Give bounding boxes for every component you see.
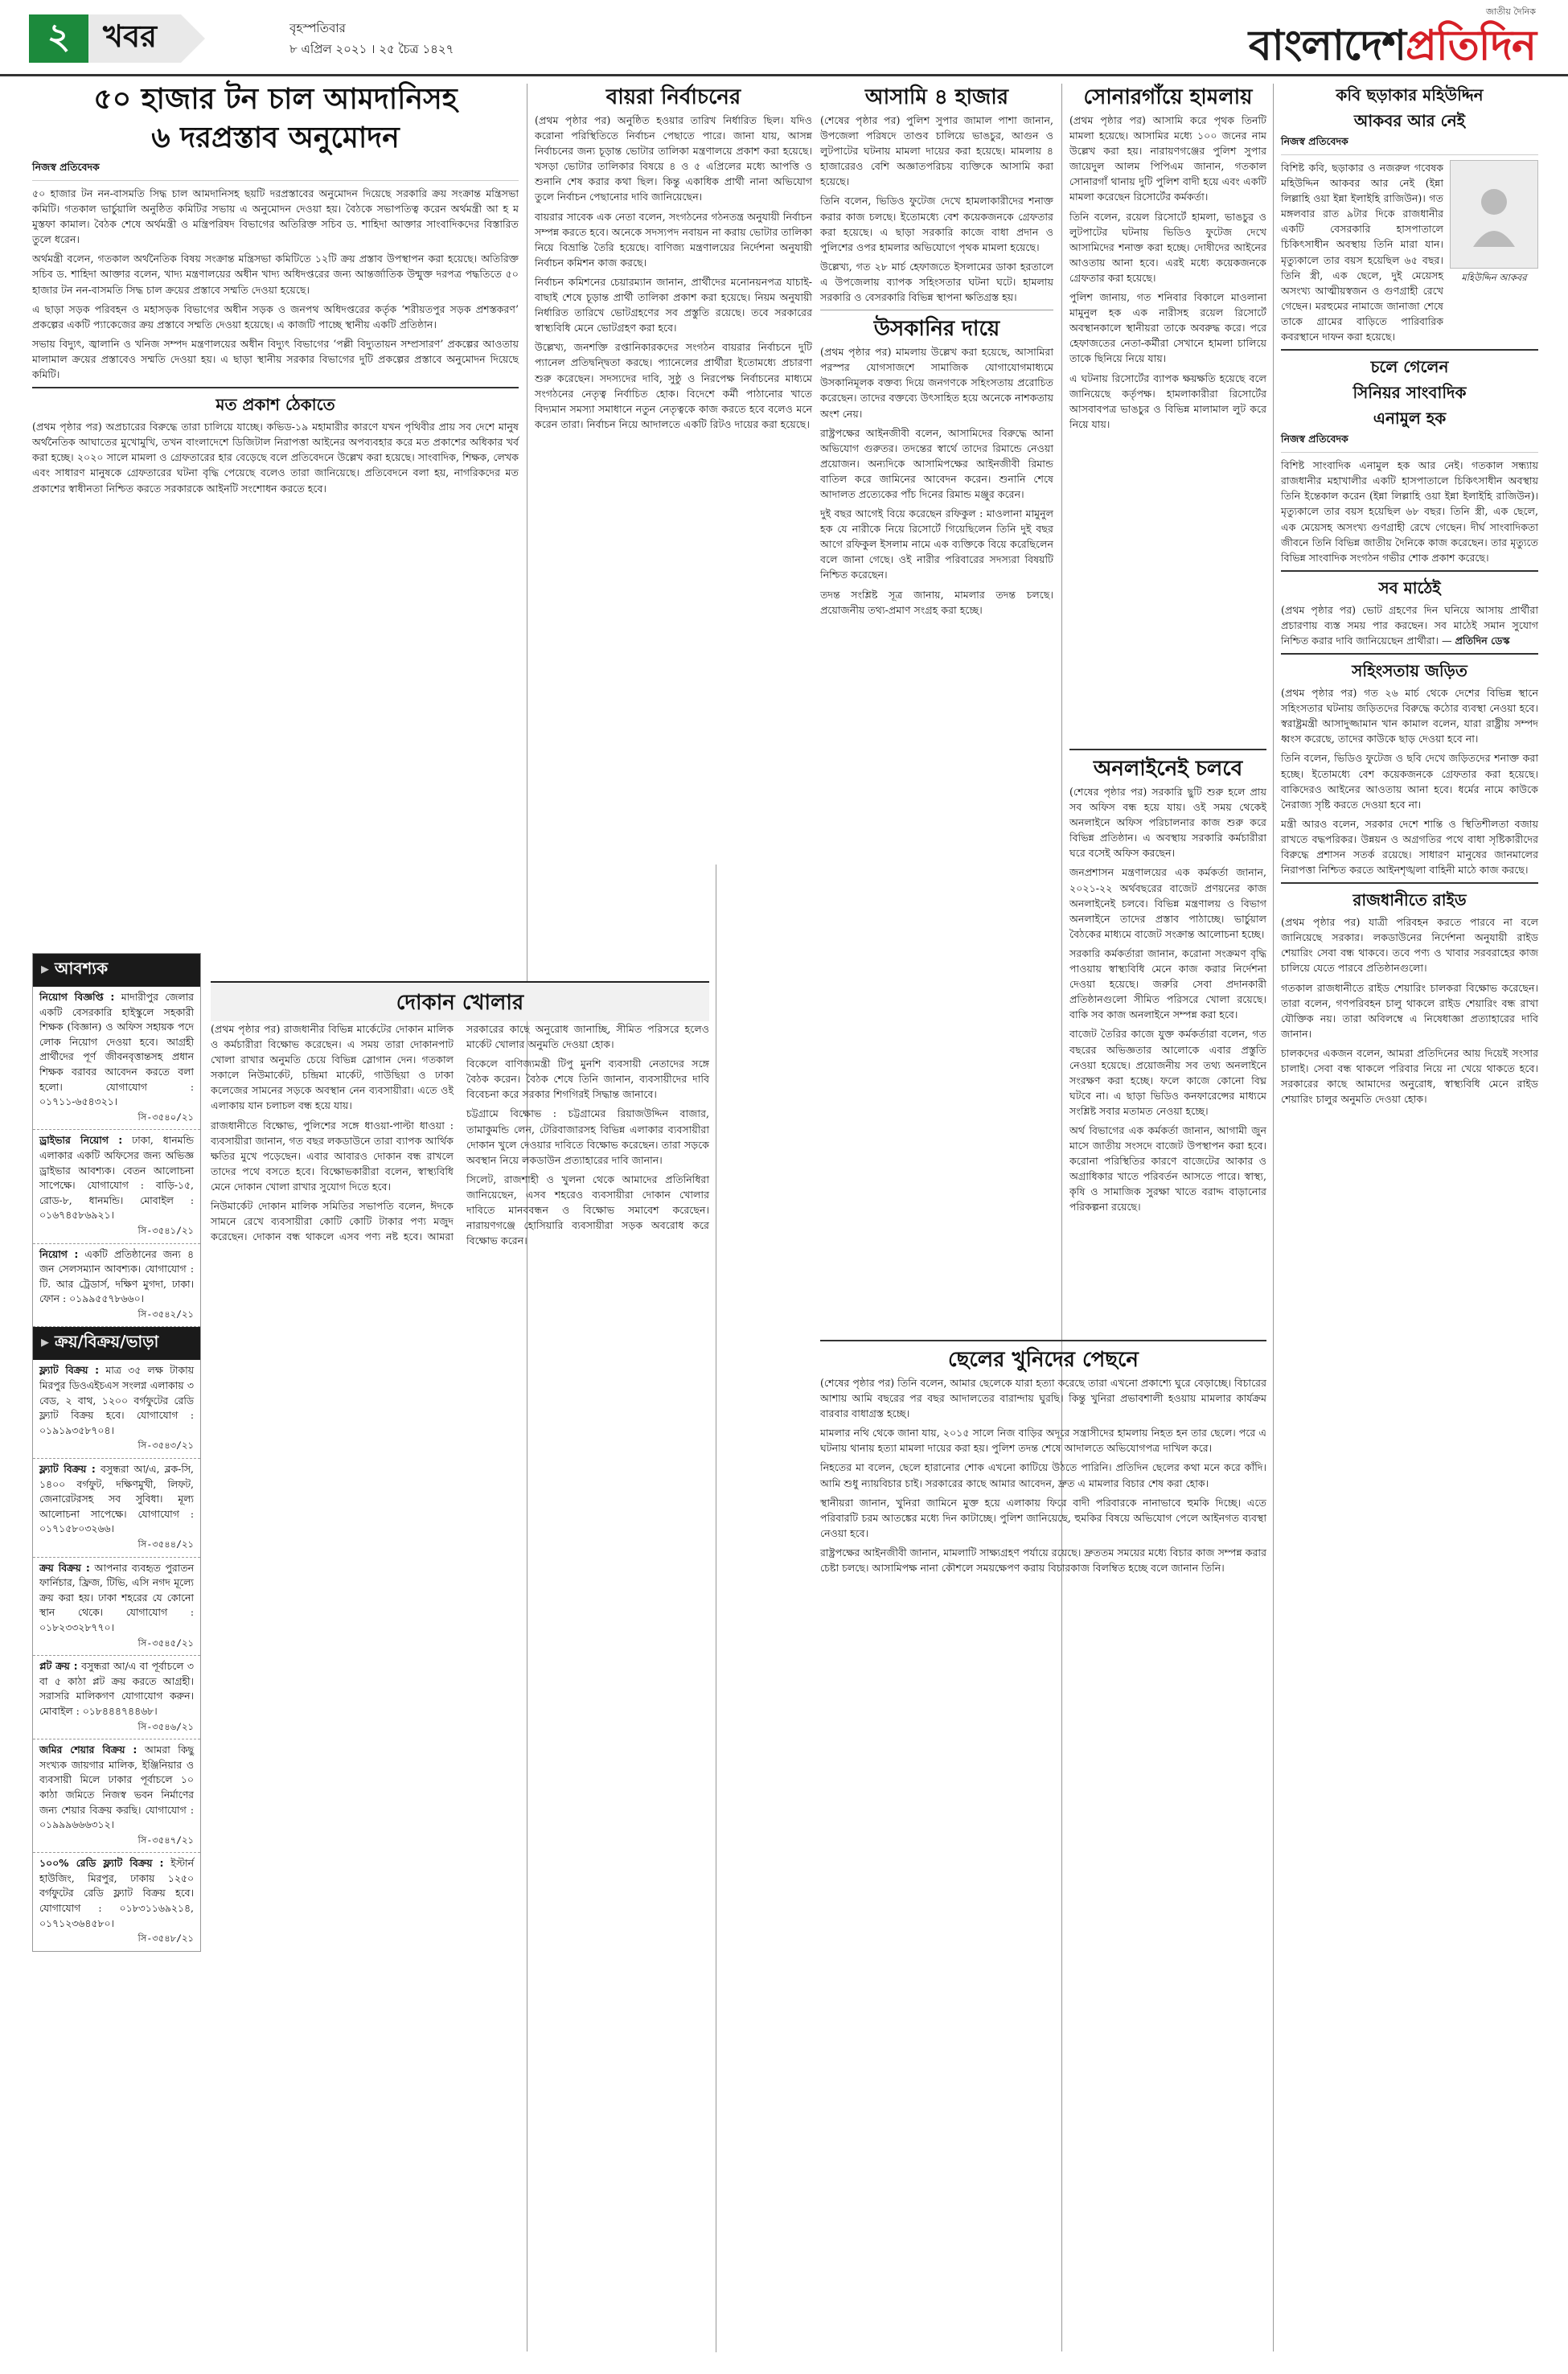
story-body bbox=[820, 1375, 1266, 1575]
story-subheadline[interactable]: উসকানির দায়ে bbox=[873, 317, 1000, 342]
paragraph: (প্রথম পৃষ্ঠার পর) আসামি করে পৃথক তিনটি মামলা হয়েছে। আসামির মধ্যে ১০০ জনের নাম উল্লেখ করা হয়। নারায়ণগঞ্জের পুলিশ সুপার জায়েদুল আলম পিপিএম জানান, গতকাল সোনারগাঁ থানায় দুটি পুলিশ বাদী হয়ে এবং একটি মামলা করেছেন রিসোর্টের কর্মকর্তা। bbox=[1069, 114, 1266, 203]
story-body bbox=[1281, 914, 1538, 1107]
story-body bbox=[820, 344, 1053, 618]
paragraph: রাষ্ট্রপক্ষের আইনজীবী বলেন, আসামিদের বিরুদ্ধে আনা অভিযোগ গুরুতর। তদন্তের স্বার্থে তাদের রিমান্ডে নেওয়া প্রয়োজন। অন্যদিকে আসামিপক্ষের আইনজীবী রিমান্ড বাতিল করে জামিনের আবেদন করেন। শুনানি শেষে আদালত প্রত্যেকের পাঁচ দিনের রিমান্ড মঞ্জুর করেন। bbox=[820, 426, 1053, 500]
classifieds-heading-sale: ▸ ক্রয়/বিক্রয়/ভাড়া bbox=[33, 1327, 200, 1360]
classified-ad[interactable]: ড্রাইভার নিয়োগ : ঢাকা, ধানমন্ডি এলাকার একটি অফিসের জন্য অভিজ্ঞ ড্রাইভার আবশ্যক। বেতন আলোচনা সাপেক্ষে। যোগাযোগ : বাড়ি-১৫, রোড-৮, ধানমন্ডি। মোবাইল : ০১৬৭৪৫৮৬৯২১। সি-৩৫৪১/২১ bbox=[33, 1130, 200, 1243]
paragraph: অর্থ বিভাগের এক কর্মকর্তা জানান, আগামী জুন মাসে জাতীয় সংসদে বাজেট উপস্থাপন করা হবে। করোনা পরিস্থিতির কারণে বাজেটের আকার ও অগ্রাধিকার খাতে পরিবর্তন আসতে পারে। স্বাস্থ্য, কৃষি ও সামাজিক সুরক্ষা খাতে বরাদ্দ বাড়ানোর পরিকল্পনা রয়েছে। bbox=[1069, 1123, 1266, 1214]
divider bbox=[1281, 882, 1538, 884]
story-body bbox=[1069, 113, 1266, 432]
paragraph: সরকারি কর্মকর্তারা জানান, করোনা সংক্রমণ বৃদ্ধি পাওয়ায় স্বাস্থ্যবিধি মেনে কাজ করার নির্দেশনা দেওয়া হয়েছে। জরুরি সেবা প্রদানকারী প্রতিষ্ঠানগুলো সীমিত পরিসরে খোলা রয়েছে। বাকি সব কাজ অনলাইনে সম্পন্ন করা হবে। bbox=[1069, 947, 1266, 1021]
divider bbox=[1281, 349, 1538, 351]
paragraph: নিউমার্কেট দোকান মালিক সমিতির সভাপতি বলেন, ঈদকে সামনে রেখে ব্যবসায়ীরা কোটি কোটি টাকার পণ্য মজুদ করেছেন। দোকান বন্ধ থাকলে এসব পণ্য নষ্ট হবে। আমরা সরকারের কাছে অনুরোধ জানাচ্ছি, সীমিত পরিসরে হলেও মার্কেট খোলার অনুমতি দেওয়া হোক। bbox=[211, 1023, 709, 1243]
classified-ad[interactable]: ফ্ল্যাট বিক্রয় : বসুন্ধরা আ/এ, ব্লক-সি, ১৪০০ বর্গফুট, দক্ষিণমুখী, লিফট, জেনারেটরসহ সব সুবিধা। মূল্য আলোচনা সাপেক্ষে। যোগাযোগ : ০১৭১৫৮০৩২৬৬। সি-৩৫৪৪/২১ bbox=[33, 1459, 200, 1558]
lead-story bbox=[32, 80, 519, 500]
story-headline[interactable]: সব মাঠেই bbox=[1378, 577, 1441, 598]
date-label: ৮ এপ্রিল ২০২১ । ২৫ চৈত্র ১৪২৭ bbox=[289, 42, 454, 56]
paragraph: (প্রথম পৃষ্ঠার পর) অপ্রচারের বিরুদ্ধে তারা চালিয়ে যাচ্ছে। কভিড-১৯ মহামারীর কারণে যখন পৃথিবীর প্রায় সব দেশে মানুষ অর্থনৈতিক আঘাতের মুখোমুখি, তখন বাংলাদেশে ডিজিটাল নিরাপত্তা আইনের অপব্যবহার করে মত প্রকাশের অধিকার খর্ব করা হচ্ছে। ২০২০ সালে মামলা ও গ্রেফতারের হার বেড়েছে বলে প্রতিবেদনে উল্লেখ করা হয়েছে। সাংবাদিক, শিক্ষক, লেখক এবং সাধারণ মানুষকে গ্রেফতারের ঘটনা বৃদ্ধি পেয়েছে বলেও তারা জানিয়েছে। প্রতিবেদনে বলা হয়, নাগরিকদের মত প্রকাশের স্বাধীনতা নিশ্চিত করতে সরকারকে আইনটি সংশোধন করতে হবে। bbox=[32, 421, 519, 495]
dateline bbox=[289, 18, 454, 60]
story-headline[interactable]: চলে গেলেন bbox=[1370, 357, 1449, 377]
story-headline[interactable]: বায়রা নির্বাচনের bbox=[605, 85, 741, 109]
paragraph: নির্বাচন কমিশনের চেয়ারম্যান জানান, প্রার্থীদের মনোনয়নপত্র যাচাই-বাছাই শেষে চূড়ান্ত প্রার্থী তালিকা প্রকাশ করা হয়েছে। নিয়ম অনুযায়ী নির্ধারিত তারিখে ভোটগ্রহণের সব প্রস্তুতি রয়েছে। তবে সরকারের স্বাস্থ্যবিধি মেনে ভোটগ্রহণ করা হবে। bbox=[535, 275, 812, 335]
column-rule bbox=[1273, 84, 1274, 2351]
classified-ad[interactable]: ক্রয় বিক্রয় : আপনার ব্যবহৃত পুরাতন ফার্নিচার, ফ্রিজ, টিভি, এসি নগদ মূল্যে ক্রয় করা হয়। ঢাকা শহরের যে কোনো স্থান থেকে। যোগাযোগ : ০১৮২৩৩২৮৭৭০। সি-৩৫৪৫/২১ bbox=[33, 1558, 200, 1657]
story-headline[interactable]: কবি ছড়াকার মহিউদ্দিন bbox=[1336, 85, 1484, 105]
paragraph: স্থানীয়রা জানান, খুনিরা জামিনে মুক্ত হয়ে এলাকায় ফিরে বাদী পরিবারকে নানাভাবে হুমকি দিচ্ছে। এতে পরিবারটি চরম আতঙ্কের মধ্যে দিন কাটাচ্ছে। পুলিশ জানিয়েছে, হুমকির বিষয়ে অভিযোগ পেলে আইনগত ব্যবস্থা নেওয়া হবে। bbox=[820, 1496, 1266, 1539]
paragraph: (শেষের পৃষ্ঠার পর) সরকারি ছুটি শুরু হলে প্রায় সব অফিস বন্ধ হয়ে যায়। ওই সময় থেকেই অনলাইনে অফিস পরিচালনার কাজ শুরু করে বিভিন্ন প্রতিষ্ঠান। এ অবস্থায় সরকারি কর্মচারীরা ঘরে বসেই অফিস করছেন। bbox=[1069, 786, 1266, 860]
lead-cont-body bbox=[32, 419, 519, 495]
brand-name: বাংলাদেশপ্রতিদিন bbox=[1248, 22, 1536, 70]
paragraph: এ ঘটনায় রিসোর্টের ব্যাপক ক্ষয়ক্ষতি হয়েছে বলে জানিয়েছে কর্তৃপক্ষ। হামলাকারীরা রিসোর্টের আসবাবপত্র ভাঙচুর ও বিভিন্ন মালামাল লুট করে নিয়ে যায়। bbox=[1069, 372, 1266, 430]
story-body bbox=[820, 113, 1053, 305]
paragraph: বায়রার সাবেক এক নেতা বলেন, সংগঠনের গঠনতন্ত্র অনুযায়ী নির্বাচন সম্পন্ন করতে হবে। অনেকে সদস্যপদ নবায়ন না করায় ভোটার তালিকা নিয়ে বিভ্রান্তি তৈরি হয়েছে। বাণিজ্য মন্ত্রণালয়ের নির্দেশনা অনুযায়ী নির্বাচন কমিশন কাজ করছে। bbox=[535, 210, 812, 269]
lead-byline: নিজস্ব প্রতিবেদক bbox=[32, 161, 519, 181]
classified-ad[interactable]: প্লট ক্রয় : বসুন্ধরা আ/এ বা পূর্বাচলে ৩ বা ৫ কাঠা প্লট ক্রয় করতে আগ্রহী। সরাসরি মালিকগণ যোগাযোগ করুন। মোবাইল : ০১৮৪৪৪৭৪৪৬৮। সি-৩৫৪৬/২১ bbox=[33, 1656, 200, 1739]
classifieds-heading-needed: ▸ আবশ্যক bbox=[33, 954, 200, 987]
paragraph: নিহতের মা বলেন, ছেলে হারানোর শোক এখনো কাটিয়ে উঠতে পারিনি। প্রতিদিন ছেলের কথা মনে করে কাঁদি। আমি শুধু ন্যায়বিচার চাই। সরকারের কাছে আমার আবেদন, দ্রুত এ মামলার বিচার শেষ করা হোক। bbox=[820, 1461, 1266, 1489]
story-enamul bbox=[1281, 355, 1538, 565]
story-headline[interactable]: সহিংসতায় জড়িত bbox=[1352, 661, 1467, 681]
paragraph: (শেষের পৃষ্ঠার পর) পুলিশ সুপার জামাল পাশা জানান, উপজেলা পরিষদে তাণ্ডব চালিয়ে ভাঙচুর, আগুন ও লুটপাটের ঘটনায় মামলা দায়ের করা হয়েছে। মামলায় ৪ হাজারেরও বেশি অজ্ঞাতপরিচয় ব্যক্তিকে আসামি করা হয়েছে। bbox=[820, 114, 1053, 188]
photo-caption: মহিউদ্দিন আকবর bbox=[1461, 272, 1527, 283]
paragraph: (প্রথম পৃষ্ঠার পর) রাজধানীর বিভিন্ন মার্কেটের দোকান মালিক ও কর্মচারীরা বিক্ষোভ করেছেন। এ সময় তারা দোকানপাট খোলা রাখার অনুমতি চেয়ে বিভিন্ন স্লোগান দেন। গতকাল সকালে নিউমার্কেট, চন্দ্রিমা মার্কেট, গাউছিয়া ও ঢাকা কলেজের সামনের সড়কে অবস্থান নেন ব্যবসায়ীরা। এতে ওই এলাকায় যান চলাচল বন্ধ হয়ে যায়। bbox=[211, 1023, 454, 1112]
classified-ad[interactable]: ফ্ল্যাট বিক্রয় : মাত্র ৩৫ লক্ষ টাকায় মিরপুর ডিওএইচএস সংলগ্ন এলাকায় ৩ বেড, ২ বাথ, ১২০০ বর্গফুটের রেডি ফ্ল্যাট বিক্রয় হবে। যোগাযোগ : ০১৯১৯৩৫৮৭০৪। সি-৩৫৪৩/২১ bbox=[33, 1360, 200, 1459]
divider bbox=[820, 1340, 1266, 1341]
arrow-icon: ▸ bbox=[41, 959, 55, 978]
lead-body bbox=[32, 186, 519, 382]
paragraph: তিনি বলেন, ভিডিও ফুটেজ ও ছবি দেখে জড়িতদের শনাক্ত করা হচ্ছে। ইতোমধ্যে বেশ কয়েকজনকে গ্রেফতার করা হয়েছে। বাকিদেরও আইনের আওতায় আনা হবে। ধর্মের নামে কাউকে নৈরাজ্য সৃষ্টি করতে দেওয়া হবে না। bbox=[1281, 752, 1538, 811]
story-headline[interactable]: সিনিয়র সাংবাদিক bbox=[1353, 383, 1467, 403]
paragraph: মামলার নথি থেকে জানা যায়, ২০১৫ সালে নিজ বাড়ির অদূরে সন্ত্রাসীদের হামলায় নিহত হন তার ছেলে। পরে এ ঘটনায় থানায় হত্যা মামলা দায়ের করা হয়। পুলিশ তদন্ত শেষে আদালতে অভিযোগপত্র দাখিল করে। bbox=[820, 1427, 1266, 1455]
day-label: বৃহস্পতিবার bbox=[289, 21, 346, 35]
story-chhele bbox=[820, 1335, 1266, 1579]
story-headline[interactable]: এনামুল হক bbox=[1373, 409, 1447, 429]
paragraph: দুই বছর আগেই বিয়ে করেছেন রফিকুল : মাওলানা মামুনুল হক যে নারীকে নিয়ে রিসোর্টে গিয়েছিলেন তিনি দুই বছর আগে রফিকুল ইসলাম নামে এক ব্যক্তিকে বিয়ে করেছিলেন বলে জানা গেছে। ওই নারীর পরিবারের সদস্যরা বিষয়টি নিশ্চিত করেছেন। bbox=[820, 507, 1053, 581]
person-icon bbox=[1470, 183, 1518, 247]
story-headline[interactable]: সোনারগাঁয়ে হামলায় bbox=[1083, 85, 1253, 109]
story-body bbox=[1281, 685, 1538, 877]
paragraph: চালকদের একজন বলেন, আমরা প্রতিদিনের আয় দিয়েই সংসার চালাই। সেবা বন্ধ থাকলে পরিবার নিয়ে না খেয়ে থাকতে হবে। সরকারের কাছে আমাদের অনুরোধ, স্বাস্থ্যবিধি মেনে রাইড শেয়ারিং চালুর অনুমতি দেওয়া হোক। bbox=[1281, 1046, 1538, 1106]
portrait-photo bbox=[1450, 160, 1538, 269]
story-sohing bbox=[1281, 659, 1538, 877]
story-headline[interactable]: রাজধানীতে রাইড bbox=[1353, 890, 1467, 910]
classifieds bbox=[32, 953, 201, 1952]
story-kobi bbox=[1281, 84, 1538, 344]
paragraph: (প্রথম পৃষ্ঠার পর) যাত্রী পরিবহন করতে পারবে না বলে জানিয়েছে সরকার। লকডাউনের নির্দেশনা অনুযায়ী রাইড শেয়ারিং সেবা বন্ধ থাকবে। তবে পণ্য ও খাবার সরবরাহের কাজ চালিয়ে যেতে পারবে প্রতিষ্ঠানগুলো। bbox=[1281, 916, 1538, 975]
classified-ad[interactable]: নিয়োগ : একটি প্রতিষ্ঠানের জন্য ৪ জন সেলসম্যান আবশ্যক। যোগাযোগ : টি. আর ট্রেডার্স, দক্ষিণ মুগদা, ঢাকা। ফোন : ০১৯৯৫৫৭৮৬৬০। সি-৩৫৪২/২১ bbox=[33, 1244, 200, 1328]
story-byline: নিজস্ব প্রতিবেদক bbox=[1281, 433, 1538, 453]
paragraph: বিকেলে বাণিজ্যমন্ত্রী টিপু মুনশি ব্যবসায়ী নেতাদের সঙ্গে বৈঠক করেন। বৈঠক শেষে তিনি জানান, ব্যবসায়ীদের দাবি বিবেচনা করে সরকার শিগগিরই সিদ্ধান্ত জানাবে। bbox=[466, 1058, 709, 1101]
paragraph: অর্থমন্ত্রী বলেন, গতকাল অর্থনৈতিক বিষয় সংক্রান্ত মন্ত্রিসভা কমিটিতে ১২টি ক্রয় প্রস্তাব উপস্থাপন করা হয়েছে। অতিরিক্ত সচিব ড. শাহিদা আক্তার বলেন, খাদ্য মন্ত্রণালয়ের অধীন খাদ্য অধিদপ্তরের জন্য আন্তর্জাতিক উন্মুক্ত দরপত্র পদ্ধতিতে ৫০ হাজার টন নন-বাসমতি সিদ্ধ চাল ক্রয়ের প্রস্তাবে সম্মতি দেওয়া হয়েছে। bbox=[32, 253, 519, 296]
story-body bbox=[211, 1021, 709, 2374]
paragraph: পুলিশ জানায়, গত শনিবার বিকালে মাওলানা মামুনুল হক এক নারীসহ রয়েল রিসোর্টে অবস্থানকালে স্থানীয়রা তাকে অবরুদ্ধ করে। পরে হেফাজতের নেতা-কর্মীরা সেখানে হামলা চালিয়ে তাকে ছিনিয়ে নিয়ে যায়। bbox=[1069, 291, 1266, 365]
story-sonargaon bbox=[1069, 80, 1266, 436]
paragraph: এ ছাড়া সড়ক পরিবহন ও মহাসড়ক বিভাগের অধীন সড়ক ও জনপথ অধিদপ্তরের কর্তৃক ‘শরীয়তপুর সড়ক প্রশস্তকরণ’ প্রকল্পের একটি প্যাকেজের ক্রয় প্রস্তাবে সম্মতি দেওয়া হয়েছে। এ কাজটি পাচ্ছে স্থানীয় একটি প্রতিষ্ঠান। bbox=[32, 302, 519, 331]
story-body: (প্রথম পৃষ্ঠার পর) ভোট গ্রহণের দিন ঘনিয়ে আসায় প্রার্থীরা প্রচারণায় ব্যস্ত সময় পার করছেন। সব মাঠেই সমান সুযোগ নিশ্চিত করার দাবি জানিয়েছেন প্রার্থীরা। — প্রতিদিন ডেস্ক bbox=[1281, 603, 1538, 647]
story-header bbox=[211, 981, 709, 1021]
paragraph: সভায় বিদ্যুৎ, জ্বালানি ও খনিজ সম্পদ মন্ত্রণালয়ের অধীন বিদ্যুৎ বিভাগের ‘পল্লী বিদ্যুতায়ন সম্প্রসারণ’ প্রকল্পের আওতায় মালামাল ক্রয়ের প্রস্তাবেও সম্মতি দেওয়া হয়। এ ছাড়া স্থানীয় সরকার বিভাগের দুটি প্রকল্পের প্রস্তাবে অনুমোদন দিয়েছে কমিটি। bbox=[32, 337, 519, 381]
story-headline[interactable]: অনলাইনেই চলবে bbox=[1093, 757, 1243, 781]
classified-ad[interactable]: নিয়োগ বিজ্ঞপ্তি : মাদারীপুর জেলার একটি বেসরকারি হাইস্কুলে সহকারী শিক্ষক (বিজ্ঞান) ও অফিস সহায়ক পদে লোক নিয়োগ দেওয়া হবে। আগ্রহী প্রার্থীদের পূর্ণ জীবনবৃত্তান্তসহ প্রধান শিক্ষক বরাবর আবেদন করতে বলা হলো। যোগাযোগ : ০১৭১১-৬৫৪৩২১। সি-৩৫৪০/২১ bbox=[33, 987, 200, 1130]
classified-ad[interactable]: ১০০% রেডি ফ্ল্যাট বিক্রয় : ইস্টার্ন হাউজিং, মিরপুর, ঢাকায় ১২৫০ বর্গফুটের রেডি ফ্ল্যাট বিক্রয় হবে। যোগাযোগ : ০১৮৩১১৬৯২১৪, ০১৭১২৩৬৪৫৮০। সি-৩৫৪৮/২১ bbox=[39, 1857, 194, 1945]
divider bbox=[32, 387, 519, 388]
story-body: বিশিষ্ট সাংবাদিক এনামুল হক আর নেই। গতকাল সন্ধ্যায় রাজধানীর মহাখালীর একটি হাসপাতালে চিকিৎসাধীন অবস্থায় তিনি ইন্তেকাল করেন (ইন্না লিল্লাহি ওয়া ইন্না ইলাইহি রাজিউন)। মৃত্যুকালে তার বয়স হয়েছিল ৬৮ বছর। তিনি স্ত্রী, এক ছেলে, এক মেয়েসহ অসংখ্য গুণগ্রাহী রেখে গেছেন। দীর্ঘ সাংবাদিকতা জীবনে তিনি বিভিন্ন জাতীয় দৈনিকে কাজ করেছেন। তার মৃত্যুতে বিভিন্ন সাংবাদিক সংগঠন গভীর শোক প্রকাশ করেছে। bbox=[1281, 459, 1538, 564]
brand-tagline: জাতীয় দৈনিক bbox=[1485, 6, 1536, 17]
divider bbox=[1281, 570, 1538, 572]
paragraph: মন্ত্রী আরও বলেন, সরকার দেশে শান্তি ও স্থিতিশীলতা বজায় রাখতে বদ্ধপরিকর। উন্নয়ন ও অগ্রগতির পথে বাধা সৃষ্টিকারীদের বিরুদ্ধে প্রশাসন সতর্ক রয়েছে। সাধারণ মানুষের জানমালের নিরাপত্তা নিশ্চিত করতে আইনশৃঙ্খলা বাহিনী মাঠে কাজ করছে। bbox=[1281, 817, 1538, 877]
paragraph: (প্রথম পৃষ্ঠার পর) অনুষ্ঠিত হওয়ার তারিখ নির্ধারিত ছিল। যদিও করোনা পরিস্থিতিতে নির্বাচন পেছাতে পারে। জানা যায়, আসন্ন নির্বাচনের জন্য চূড়ান্ত ভোটার তালিকা মন্ত্রণালয়ে প্রকাশ করা হয়েছে। খসড়া ভোটার তালিকার বিষয়ে ৪ ও ৫ এপ্রিলের মধ্যে আপত্তি ও শুনানি শেষ করার কথা ছিল। কিন্তু একাধিক প্রার্থী নানা অভিযোগ তুলে নির্বাচন পেছানোর দাবি জানিয়েছেন। bbox=[535, 114, 812, 203]
divider bbox=[1281, 653, 1538, 655]
story-body bbox=[1069, 784, 1266, 1215]
masthead bbox=[0, 0, 1568, 76]
paragraph: তিনি বলেন, রয়েল রিসোর্টে হামলা, ভাঙচুর ও লুটপাটের ঘটনায় ভিডিও ফুটেজ দেখে আসামিদের শনাক্ত করা হচ্ছে। দোষীদের আইনের আওতায় আনা হবে। এরই মধ্যে কয়েকজনকে গ্রেফতার করা হয়েছে। bbox=[1069, 210, 1266, 284]
paragraph: ৫০ হাজার টন নন-বাসমতি সিদ্ধ চাল আমদানিসহ ছয়টি দরপ্রস্তাবের অনুমোদন দিয়েছে সরকারি ক্রয় সংক্রান্ত মন্ত্রিসভা কমিটি। গতকাল ভার্চুয়ালি অনুষ্ঠিত কমিটির সভায় এ অনুমোদন দেওয়া হয়। বৈঠকে সভাপতিত্ব করেন অর্থমন্ত্রী আ হ ম মুস্তফা কামাল। বৈঠক শেষে অর্থমন্ত্রী ও মন্ত্রিপরিষদ বিভাগের অতিরিক্ত সচিব ড. শাহিদা আক্তার সাংবাদিকদের বিস্তারিত তুলে ধরেন। bbox=[32, 187, 519, 246]
story-headline[interactable]: আসামি ৪ হাজার bbox=[864, 85, 1009, 109]
paragraph: উল্লেখ্য, গত ২৮ মার্চ হেফাজতে ইসলামের ডাকা হরতালে এ উপজেলায় ব্যাপক সহিংসতার ঘটনা ঘটে। হামলায় সরকারি ও বেসরকারি বিভিন্ন স্থাপনা ক্ষতিগ্রস্ত হয়। bbox=[820, 260, 1053, 304]
lead-headline-line1[interactable]: ৫০ হাজার টন চাল আমদানিসহ bbox=[93, 83, 458, 116]
lead-headline-line2[interactable]: ৬ দরপ্রস্তাব অনুমোদন bbox=[151, 121, 400, 154]
classified-ad[interactable]: জমির শেয়ার বিক্রয় : আমরা কিছু সংখ্যক জায়গার মালিক, ইঞ্জিনিয়ার ও ব্যবসায়ী মিলে ঢাকার পূর্বাচলে ১০ কাঠা জমিতে নিজস্ব ভবন নির্মাণের জন্য শেয়ার বিক্রয় করছি। যোগাযোগ : ০১৯৯৯৬৬৬৩১২। সি-৩৫৪৭/২১ bbox=[33, 1739, 200, 1853]
paragraph: গতকাল রাজধানীতে রাইড শেয়ারিং চালকরা বিক্ষোভ করেছেন। তারা বলেন, গণপরিবহন চালু থাকলে রাইড শেয়ারিং বন্ধ রাখা যৌক্তিক নয়। তারা অবিলম্বে এ নিষেধাজ্ঞা প্রত্যাহারের দাবি জানান। bbox=[1281, 981, 1538, 1040]
paragraph: (প্রথম পৃষ্ঠার পর) মামলায় উল্লেখ করা হয়েছে, আসামিরা পরস্পর যোগসাজশে সামাজিক যোগাযোগমাধ্যমে উসকানিমূলক বক্তব্য দিয়ে জনগণকে সহিংসতায় প্ররোচিত করেছেন। তাদের বক্তব্যে উৎসাহিত হয়ে অনেকে নাশকতায় অংশ নেয়। bbox=[820, 346, 1053, 420]
right-column bbox=[1281, 80, 1538, 1111]
paragraph: রাজধানীতে বিক্ষোভ, পুলিশের সঙ্গে ধাওয়া-পাল্টা ধাওয়া : ব্যবসায়ীরা জানান, গত বছর লকডাউনে তারা ব্যাপক আর্থিক ক্ষতির মুখে পড়েছেন। এবার আবারও দোকান বন্ধ রাখলে তাদের পথে বসতে হবে। বিক্ষোভকারীরা বলেন, স্বাস্থ্যবিধি মেনে দোকান খোলা রাখার সুযোগ দিতে হবে। bbox=[211, 1119, 454, 1193]
story-raid bbox=[1281, 889, 1538, 1107]
paragraph: (প্রথম পৃষ্ঠার পর) গত ২৬ মার্চ থেকে দেশের বিভিন্ন স্থানে সহিংসতার ঘটনায় জড়িতদের বিরুদ্ধে কঠোর ব্যবস্থা নেওয়া হবে। স্বরাষ্ট্রমন্ত্রী আসাদুজ্জামান খান কামাল বলেন, যারা রাষ্ট্রীয় সম্পদ ধ্বংস করেছে, তাদের কাউকে ছাড় দেওয়া হবে না। bbox=[1281, 687, 1538, 745]
story-headline[interactable]: ছেলের খুনিদের পেছনে bbox=[948, 1348, 1139, 1372]
story-sob-math bbox=[1281, 577, 1538, 648]
section-tag: খবর bbox=[88, 14, 181, 63]
story-bayra bbox=[535, 80, 812, 436]
paragraph: সিলেট, রাজশাহী ও খুলনা থেকে আমাদের প্রতিনিধিরা জানিয়েছেন, এসব শহরেও ব্যবসায়ীরা দোকান খোলার দাবিতে মানববন্ধন ও বিক্ষোভ সমাবেশ করেছেন। নারায়ণগঞ্জে হোসিয়ারি ব্যবসায়ীরা সড়ক অবরোধ করে বিক্ষোভ করেন। bbox=[466, 1173, 709, 1247]
column-rule bbox=[1061, 84, 1062, 2351]
paragraph: তিনি বলেন, ভিডিও ফুটেজ দেখে হামলাকারীদের শনাক্ত করার কাজ চলছে। ইতোমধ্যে বেশ কয়েকজনকে গ্রেফতার করা হয়েছে। এ ছাড়া সরকারি কাজে বাধা প্রদান ও পুলিশের ওপর হামলার অভিযোগে পৃথক মামলা হয়েছে। bbox=[820, 195, 1053, 253]
arrow-icon: ▸ bbox=[41, 1332, 55, 1352]
divider bbox=[1069, 749, 1266, 750]
story-online bbox=[1069, 744, 1266, 1219]
page-number: ২ bbox=[29, 14, 88, 63]
story-byline: নিজস্ব প্রতিবেদক bbox=[1281, 135, 1538, 155]
story-headline[interactable]: দোকান খোলার bbox=[396, 991, 524, 1015]
story-headline[interactable]: আকবর আর নেই bbox=[1353, 111, 1466, 130]
paragraph: উল্লেখ্য, জনশক্তি রপ্তানিকারকদের সংগঠন বায়রার নির্বাচনে দুটি প্যানেল প্রতিদ্বন্দ্বিতা করছে। প্যানেলের প্রার্থীরা ইতোমধ্যে প্রচারণা শুরু করেছেন। সদস্যদের দাবি, সুষ্ঠু ও নিরপেক্ষ নির্বাচনের মাধ্যমে সংগঠনের নেতৃত্ব নির্বাচিত হোক। বিদেশে কর্মী পাঠানোর খাতে বিদ্যমান সমস্যা সমাধানে নতুন নেতৃত্বকে কাজ করতে হবে বলেও মনে করেন তারা। নির্বাচন নিয়ে আদালতে একটি রিটও দায়ের করা হয়েছে। bbox=[535, 341, 812, 430]
paragraph: বাজেট তৈরির কাজে যুক্ত কর্মকর্তারা বলেন, গত বছরের অভিজ্ঞতার আলোকে এবার প্রস্তুতি নেওয়া হয়েছে। প্রয়োজনীয় সব তথ্য অনলাইনে সংরক্ষণ করা হচ্ছে। ফলে কাজে কোনো বিঘ্ন ঘটবে না। এ ছাড়া ভিডিও কনফারেন্সের মাধ্যমে সংশ্লিষ্ট সবার মতামত নেওয়া হচ্ছে। bbox=[1069, 1028, 1266, 1117]
story-ashami bbox=[820, 80, 1053, 622]
paragraph: রাষ্ট্রপক্ষের আইনজীবী জানান, মামলাটি সাক্ষ্যগ্রহণ পর্যায়ে রয়েছে। দ্রুততম সময়ের মধ্যে বিচার কাজ সম্পন্ন করার চেষ্টা চলছে। আসামিপক্ষ নানা কৌশলে সময়ক্ষেপণ করায় বিচারকাজ বিলম্বিত হচ্ছে বলে জানান তিনি। bbox=[820, 1546, 1266, 1575]
paragraph: (শেষের পৃষ্ঠার পর) তিনি বলেন, আমার ছেলেকে যারা হত্যা করেছে তারা এখনো প্রকাশ্যে ঘুরে বেড়াচ্ছে। বিচারের আশায় আমি বছরের পর বছর আদালতের বারান্দায় ঘুরছি। কিন্তু খুনিরা প্রভাবশালী হওয়ায় মামলার কার্যক্রম বারবার বাধাগ্রস্ত হচ্ছে। bbox=[820, 1377, 1266, 1420]
paragraph: তদন্ত সংশ্লিষ্ট সূত্র জানায়, মামলার তদন্ত চলছে। প্রয়োজনীয় তথ্য-প্রমাণ সংগ্রহ করা হচ্ছে। bbox=[820, 588, 1053, 616]
paragraph: জনপ্রশাসন মন্ত্রণালয়ের এক কর্মকর্তা জানান, ২০২১-২২ অর্থবছরের বাজেট প্রণয়নের কাজ অনলাইনেই চলবে। বিভিন্ন মন্ত্রণালয় ও বিভাগ অনলাইনে তাদের প্রস্তাব পাঠাচ্ছে। ভার্চুয়াল বৈঠকের মাধ্যমে বাজেট সংক্রান্ত আলোচনা হচ্ছে। bbox=[1069, 866, 1266, 940]
story-dokan bbox=[211, 981, 709, 2374]
story-body bbox=[535, 113, 812, 432]
lead-cont-headline[interactable]: মত প্রকাশ ঠেকাতে bbox=[215, 395, 335, 415]
paragraph: চট্টগ্রামে বিক্ষোভ : চট্টগ্রামের রিয়াজউদ্দিন বাজার, তামাকুমন্ডি লেন, টেরিবাজারসহ বিভিন্ন এলাকার ব্যবসায়ীরা দোকান খুলে দেওয়ার দাবিতে বিক্ষোভ করেছেন। তারা সড়কে অবস্থান নিয়ে লকডাউন প্রত্যাহারের দাবি জানান। bbox=[466, 1107, 709, 1166]
story-body: বিশিষ্ট কবি, ছড়াকার ও নজরুল গবেষক মহিউদ্দিন আকবর আর নেই (ইন্না লিল্লাহি ওয়া ইন্না ইলাইহি রাজিউন)। গত মঙ্গলবার রাত ৯টার দিকে রাজধানীর একটি বেসরকারি হাসপাতালে চিকিৎসাধীন অবস্থায় তিনি মারা যান। মৃত্যুকালে তার বয়স হয়েছিল ৬৫ বছর। তিনি স্ত্রী, এক ছেলে, দুই মেয়েসহ অসংখ্য আত্মীয়স্বজন ও গুণগ্রাহী রেখে গেছেন। মরহুমের নামাজে জানাজা শেষে তাকে গ্রামের বাড়িতে পারিবারিক কবরস্থানে দাফন করা হয়েছে। bbox=[1281, 162, 1443, 343]
brand-logo[interactable] bbox=[1249, 5, 1536, 70]
